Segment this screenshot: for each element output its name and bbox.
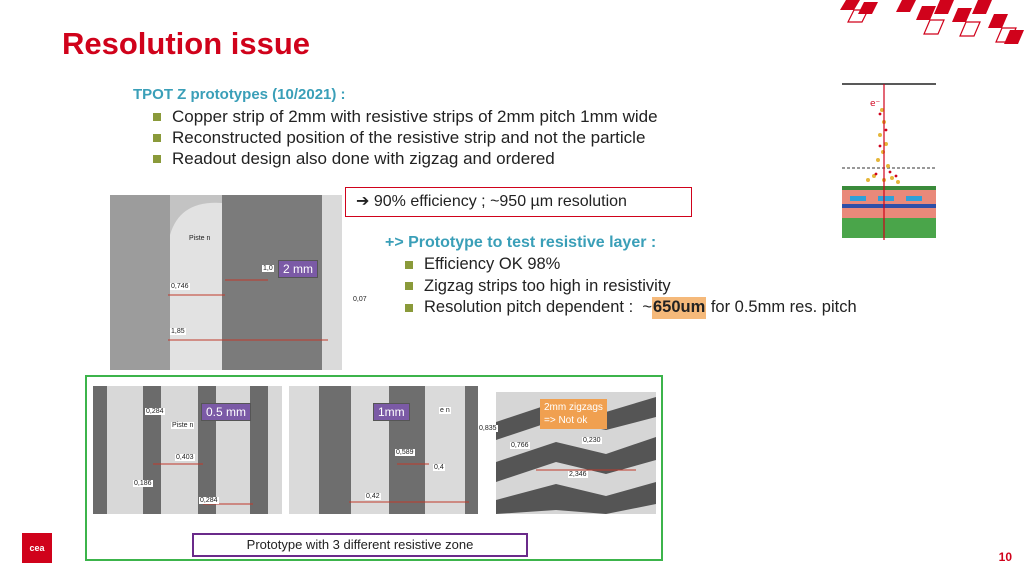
pitch-tag: 0.5 mm bbox=[201, 403, 251, 421]
measurement-label: 0,4 bbox=[434, 464, 444, 471]
svg-text:e⁻: e⁻ bbox=[870, 99, 881, 109]
measurement-label: 0,284 bbox=[200, 497, 218, 504]
prototype-heading: +> Prototype to test resistive layer : bbox=[385, 234, 657, 251]
strip-label: Piste n bbox=[172, 422, 194, 429]
measurement-label: 0,589 bbox=[396, 449, 414, 456]
page-title: Resolution issue bbox=[62, 26, 311, 61]
measurement-label: 0,766 bbox=[511, 442, 529, 449]
warning-tag: 2mm zigzags => Not ok bbox=[540, 399, 607, 429]
highlight-value: 650um bbox=[652, 297, 706, 319]
panel-1mm bbox=[289, 386, 478, 514]
section-heading: TPOT Z prototypes (10/2021) : bbox=[133, 86, 346, 103]
measurement-label: 0,403 bbox=[176, 454, 194, 461]
pitch-tag: 1mm bbox=[373, 403, 410, 421]
microscope-image-strip bbox=[110, 195, 342, 370]
list-item: Zigzag strips too high in resistivity bbox=[405, 276, 857, 298]
bullet-square-icon bbox=[405, 261, 413, 269]
panel-photo bbox=[93, 386, 282, 514]
panels-caption: Prototype with 3 different resistive zone bbox=[192, 533, 528, 557]
microscope-photo bbox=[110, 195, 342, 370]
list-item: Reconstructed position of the resistive strip and not the particle bbox=[153, 127, 658, 148]
cea-logo: cea bbox=[22, 533, 52, 563]
bullet-square-icon bbox=[405, 282, 413, 290]
measurement-label: 0,07 bbox=[353, 296, 367, 303]
bullet-square-icon bbox=[153, 134, 161, 142]
measurement-label: 0,835 bbox=[479, 425, 497, 432]
measurement-label: 0,746 bbox=[171, 283, 189, 290]
bullet-square-icon bbox=[405, 304, 413, 312]
strip-label: e n bbox=[440, 407, 450, 414]
strip-label: Piste n bbox=[189, 235, 211, 242]
list-item: Resolution pitch dependent : ~ 650um for 0.5mm res. pitch bbox=[405, 297, 857, 319]
bullet-square-icon bbox=[153, 113, 161, 121]
list-item: Readout design also done with zigzag and ordered bbox=[153, 148, 658, 169]
bullet-list bbox=[153, 106, 658, 169]
page-number: 10 bbox=[998, 550, 1012, 564]
panel-0.5mm bbox=[93, 386, 282, 514]
measurement-label: 2,346 bbox=[569, 471, 587, 478]
detector-diagram bbox=[840, 80, 938, 240]
measurement-label: 0,284 bbox=[146, 408, 164, 415]
panel-zigzag bbox=[496, 392, 656, 514]
prototype-list bbox=[405, 254, 857, 319]
measurement-label: 0,42 bbox=[366, 493, 380, 500]
list-item: Efficiency OK 98% bbox=[405, 254, 857, 276]
bullet-square-icon bbox=[153, 155, 161, 163]
list-item: Copper strip of 2mm with resistive strips of 2mm pitch 1mm wide bbox=[153, 106, 658, 127]
measurement-label: 1,0 bbox=[263, 265, 273, 272]
decorative-cube-pattern bbox=[834, 0, 1024, 48]
measurement-label: 0,230 bbox=[583, 437, 601, 444]
measurement-label: 1,85 bbox=[171, 328, 185, 335]
measurement-label: 0,186 bbox=[134, 480, 152, 487]
result-callout: ➔ 90% efficiency ; ~950 µm resolution bbox=[345, 187, 692, 217]
pitch-tag: 2 mm bbox=[278, 260, 318, 278]
